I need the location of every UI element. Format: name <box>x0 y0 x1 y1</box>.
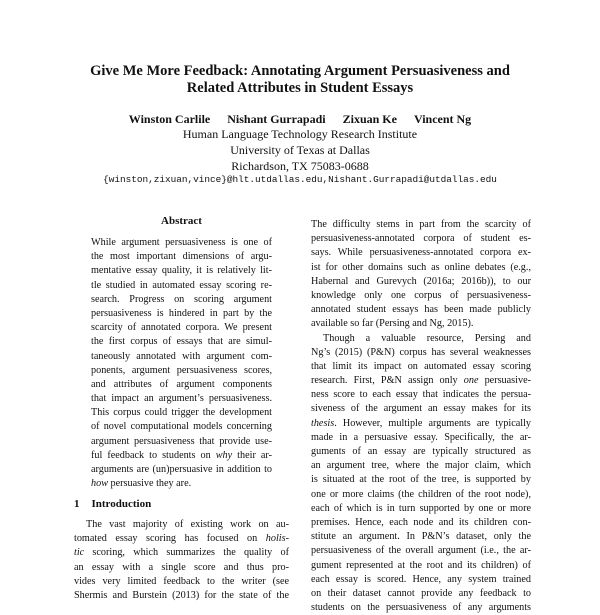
abstract-text: persuasive they are. <box>107 478 192 490</box>
body-line: ist for other domains such as online debates (e.g., <box>311 261 531 273</box>
body-line: guments of an essay are typically structured as <box>311 446 531 457</box>
body-line: siveness of the argument an essay makes for its <box>311 403 531 415</box>
body-emphasis: one <box>463 375 479 387</box>
intro-emphasis: holis- <box>265 533 289 545</box>
body-line: says. While persuasiveness-annotated corpora ex- <box>311 247 531 259</box>
body-line: stitute an argument. In P&N’s dataset, only the <box>311 531 531 543</box>
abstract-heading: Abstract <box>161 215 202 227</box>
body-line: students on the persuasiveness of any arguments <box>311 602 531 614</box>
affiliation-university: University of Texas at Dallas <box>230 143 370 157</box>
intro-line <box>74 532 289 546</box>
section-number: 1 <box>74 498 80 510</box>
body-line: Ng’s (2015) (P&N) corpus has several weaknesses <box>311 346 531 358</box>
abstract-line: the most important dimensions of argu- <box>91 251 272 263</box>
body-text: . However, multiple arguments are typically <box>334 417 531 429</box>
intro-line <box>74 546 289 560</box>
body-line: knowledge only one corpus of persuasiveness- <box>311 289 531 301</box>
body-line: each essay is scored. Hence, any system trained <box>311 573 531 585</box>
abstract-emphasis: why <box>215 449 233 461</box>
intro-emphasis: tic <box>74 547 85 559</box>
abstract-line: taneously annotated with argument com- <box>91 350 272 362</box>
body-line: on their dataset cannot provide any feedback to <box>311 587 531 599</box>
abstract-line: that impact an argument’s persuasiveness. <box>91 393 272 405</box>
body-line: each of which is in turn supported by one or more <box>311 502 531 514</box>
body-line: gument represented at the root and its children) of <box>311 559 531 571</box>
intro-line: an essay with a single score and thus pro- <box>74 561 289 573</box>
abstract-line: ponents, argument persuasiveness scores, <box>91 364 272 376</box>
author-list <box>0 112 600 126</box>
abstract-line: mentative essay quality, it is relatively lit- <box>91 265 272 277</box>
abstract-line: persuasiveness is hindered in part by the <box>91 307 272 319</box>
abstract-line: arguments are (un)persuasive in addition to <box>91 464 272 475</box>
affiliation-address: Richardson, TX 75083-0688 <box>231 159 369 173</box>
intro-line: The vast majority of existing work on au- <box>86 519 289 530</box>
body-line: Habernal and Gurevych (2016a; 2016b)), to our <box>311 275 531 287</box>
intro-line: vides very limited feedback to the writer (see <box>74 575 289 587</box>
introduction-body <box>74 518 289 603</box>
body-line: ness score to each essay that indicates the persua- <box>311 389 531 401</box>
intro-line: Shermis and Burstein (2013) for the state of the <box>74 589 289 601</box>
intro-text: scoring, which summarizes the quality of <box>84 547 289 559</box>
body-line: one or more claims (the children of the root node), <box>311 488 531 500</box>
abstract-emphasis: how <box>91 478 108 490</box>
abstract-line: and attributes of argument components <box>91 378 272 390</box>
body-line: persuasiveness-annotated corpora of student es- <box>311 233 531 245</box>
abstract-line: the first corpus of essays that are simul- <box>91 336 272 348</box>
author-name: Zixuan Ke <box>342 112 397 126</box>
author-name: Winston Carlile <box>128 112 211 126</box>
abstract-line: While argument persuasiveness is one of <box>91 237 272 248</box>
intro-text: tomated essay scoring has focused on <box>74 533 266 545</box>
abstract-line <box>91 477 272 491</box>
body-emphasis: thesis <box>311 417 335 429</box>
body-line: that limit its impact on automated essay scoring <box>311 360 531 372</box>
body-line: made in a persuasive essay. Specifically, the ar- <box>311 431 531 443</box>
abstract-body <box>91 236 272 491</box>
author-name: Nishant Gurrapadi <box>227 112 326 126</box>
affiliation-institute: Human Language Technology Research Institute <box>182 127 418 141</box>
body-line <box>311 417 531 431</box>
body-line: premises. Hence, each node and its children con- <box>311 516 531 528</box>
abstract-line: This corpus could trigger the development <box>91 407 272 419</box>
body-line: is situated at the root of the tree, is supported by <box>311 474 531 486</box>
body-line: available so far (Persing and Ng, 2015). <box>311 318 474 330</box>
abstract-line: search. Progress on scoring argument <box>91 293 272 305</box>
section-heading-introduction <box>74 497 151 511</box>
paper-title-line-2: Related Attributes in Student Essays <box>186 80 414 96</box>
body-text: research. First, P&N assign only <box>311 375 464 387</box>
body-line <box>311 374 531 388</box>
abstract-text: their ar- <box>232 449 272 461</box>
paper-title-line-1: Give Me More Feedback: Annotating Argument Persuasiveness and <box>90 63 510 79</box>
body-line: annotated student essays has been made publicly <box>311 304 531 316</box>
author-emails: {winston,zixuan,vince}@hlt.utdallas.edu,Nishant.Gurrapadi@utdallas.edu <box>103 174 497 185</box>
body-line: persuasiveness of the overall argument (i.e., the ar- <box>311 545 531 557</box>
abstract-line: scarcity of annotated corpora. We present <box>91 322 272 334</box>
section-title: Introduction <box>91 498 152 510</box>
abstract-text: ful feedback to students on <box>91 449 216 461</box>
right-column-body <box>311 218 531 615</box>
body-line: The difficulty stems in part from the scarcity of <box>311 219 531 230</box>
body-text: persuasive- <box>478 375 531 387</box>
abstract-line: of novel computational models concerning <box>91 421 272 433</box>
body-line: an argument tree, where the major claim, which <box>311 460 531 472</box>
abstract-line: tle studied in automated essay scoring re- <box>91 279 272 291</box>
body-line: Though a valuable resource, Persing and <box>323 332 531 344</box>
author-name: Vincent Ng <box>413 112 472 126</box>
abstract-line: argument persuasiveness that provide use- <box>91 435 272 447</box>
abstract-line <box>91 449 272 463</box>
